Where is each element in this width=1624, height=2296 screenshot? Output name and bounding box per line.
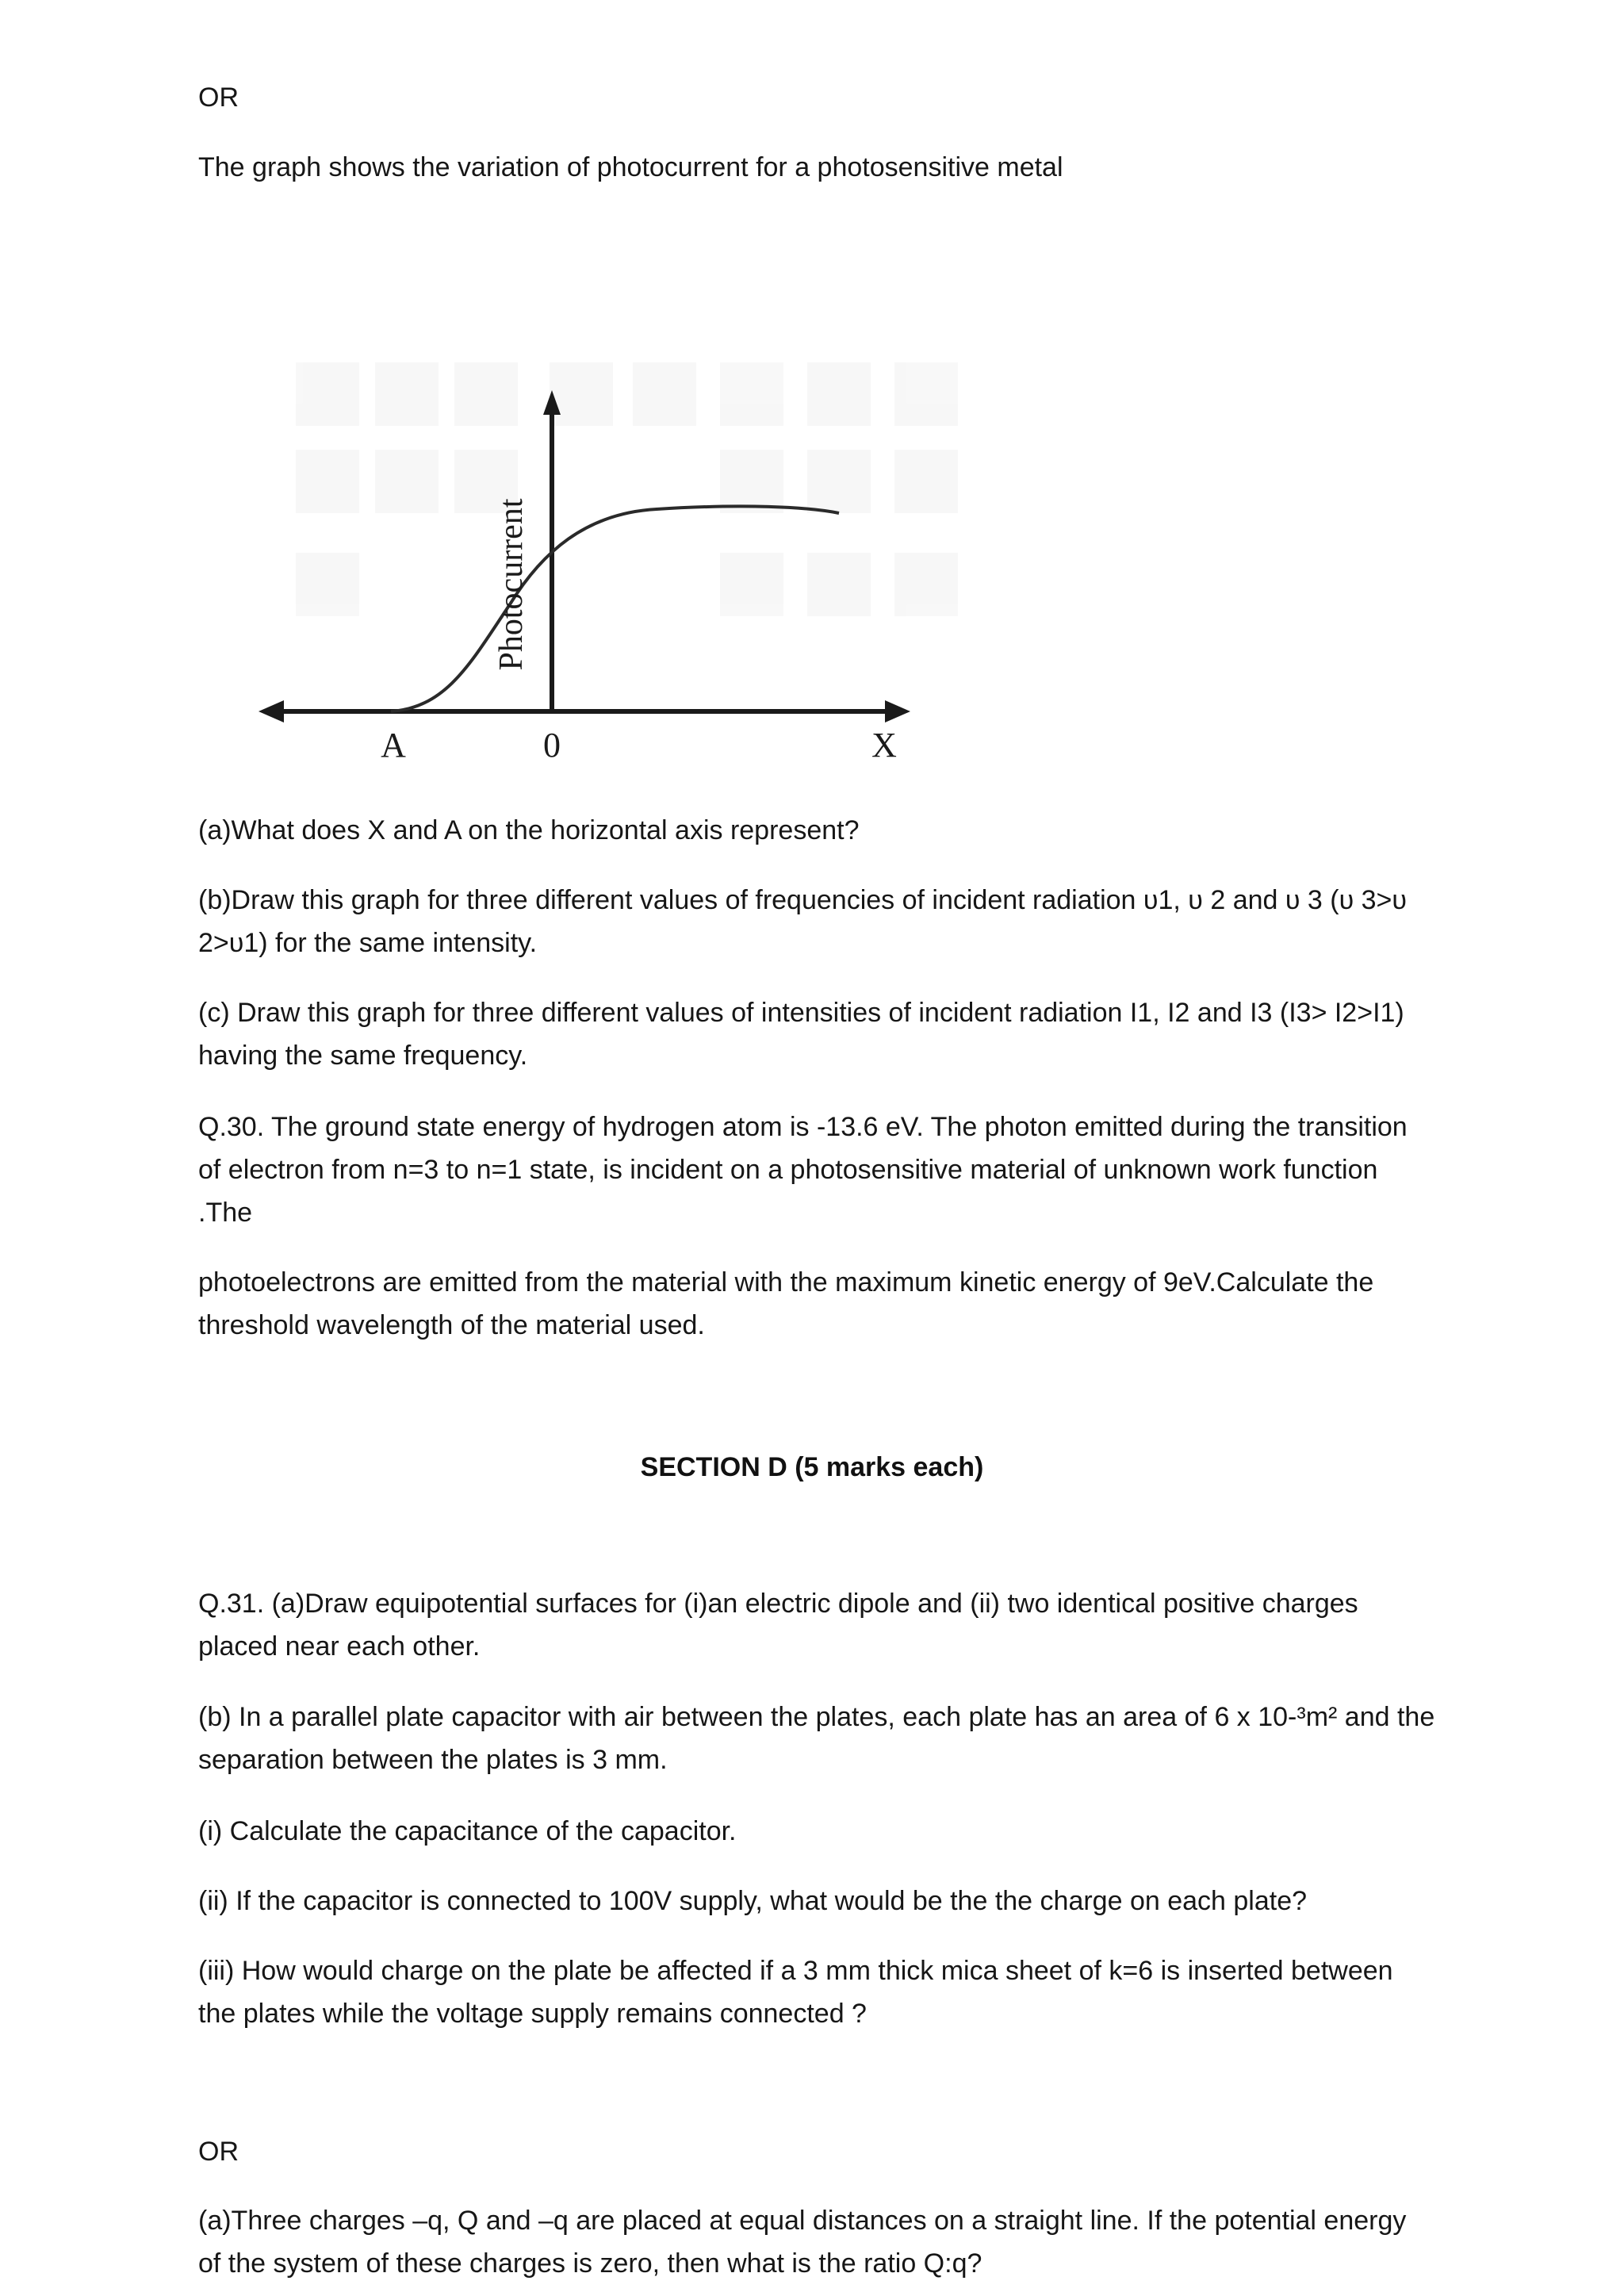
question-30-part1: Q.30. The ground state energy of hydrogen atom is -13.6 eV. The photon emitted during the transition of electron from n=3 to n=1 state, is incident on a photosensitive material of unknown work function .The (198, 1112, 1408, 1228)
scan-artifact (894, 553, 958, 616)
scan-artifact (296, 362, 359, 426)
scan-artifact (807, 362, 871, 426)
intro-paragraph: The graph shows the variation of photocurrent for a photosensitive metal (198, 152, 1063, 182)
scan-artifact (296, 553, 359, 616)
question-31-a: Q.31. (a)Draw equipotential surfaces for (i)an electric dipole and (ii) two identical positive charges placed near each other. (198, 1589, 1358, 1662)
scan-artifact (375, 362, 439, 426)
question-31-ii: (ii) If the capacitor is connected to 100V supply, what would be the the charge on each plate? (198, 1886, 1308, 1916)
scan-artifact (807, 450, 871, 513)
scan-artifact (720, 450, 783, 513)
scan-artifact (720, 362, 783, 426)
scan-artifact (807, 553, 871, 616)
y-axis-label: Photocurrent (493, 498, 530, 671)
question-30-part2: photoelectrons are emitted from the material with the maximum kinetic energy of 9eV.Calculate the threshold wavelength of the material used. (198, 1267, 1374, 1340)
question-31-or-a: (a)Three charges –q, Q and –q are placed at equal distances on a straight line. If the potential energy of the system of these charges is zero, then what is the ratio Q:q? (198, 2206, 1407, 2279)
question-31-b: (b) In a parallel plate capacitor with air between the plates, each plate has an area of 6 x 10-³m² and the separation between the plates is 3 mm. (198, 1702, 1435, 1775)
scan-artifact (894, 362, 958, 426)
photocurrent-graph-svg (252, 355, 996, 781)
scan-artifact (633, 362, 696, 426)
x-tick-label-origin: 0 (543, 726, 561, 765)
section-d-heading: SECTION D (5 marks each) (640, 1452, 984, 1482)
question-31-i: (i) Calculate the capacitance of the capacitor. (198, 1816, 737, 1846)
question-part-a: (a)What does X and A on the horizontal axis represent? (198, 815, 860, 845)
scan-artifact (296, 450, 359, 513)
or-label-bottom: OR (198, 2137, 239, 2167)
graph-background (252, 355, 996, 781)
x-tick-label-x: X (871, 726, 897, 765)
question-31-iii: (iii) How would charge on the plate be affected if a 3 mm thick mica sheet of k=6 is inserted between the plates while the voltage supply remains connected ? (198, 1956, 1393, 2029)
question-part-c: (c) Draw this graph for three different values of intensities of incident radiation I1, I2 and I3 (I3> I2>I1) having the same frequency. (198, 998, 1404, 1071)
or-label-top: OR (198, 82, 239, 113)
scan-artifact (894, 450, 958, 513)
question-part-b: (b)Draw this graph for three different values of frequencies of incident radiation υ1, υ 2 and υ 3 (υ 3>υ 2>υ1) for the same intensity. (198, 885, 1407, 958)
scan-artifact (550, 362, 613, 426)
scan-artifact (454, 362, 518, 426)
photocurrent-graph (252, 355, 996, 781)
x-tick-label-a: A (381, 726, 406, 765)
scan-artifact (720, 553, 783, 616)
scan-artifact (375, 450, 439, 513)
